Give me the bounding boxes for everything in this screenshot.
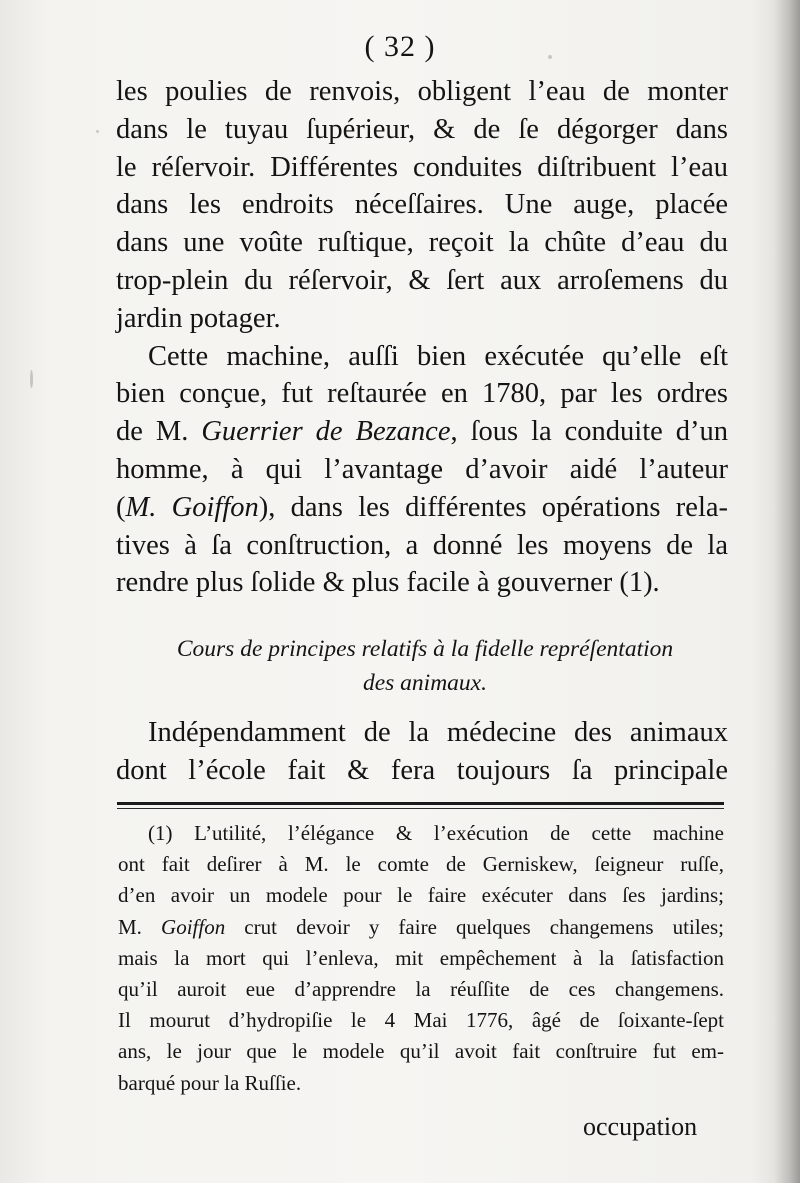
heading-line: Cours de principes relatifs à la fidelle repréſentation <box>176 636 674 662</box>
footnote-line: ont fait deſirer à M. le comte de Gerniskew, ſeigneur ruſſe, <box>118 852 724 877</box>
ink-speck <box>96 130 99 133</box>
footnote-line: M. Goiffon crut devoir y faire quelques changemens utiles; <box>118 914 724 939</box>
body-text-top <box>116 73 728 602</box>
text-line: les poulies de renvois, obligent l’eau de monter <box>116 76 728 107</box>
paragraph-start-line: Cette machine, auſſi bien exécutée qu’elle eſt <box>148 340 728 372</box>
footnote-line: d’en avoir un modele pour le faire exécuter dans ſes jardins; <box>118 883 724 908</box>
text-line: rendre plus ſolide & plus facile à gouverner (1). <box>116 567 660 599</box>
paragraph-start-line: Indépendamment de la médecine des animaux <box>148 717 728 748</box>
text-line: bien conçue, fut reſtaurée en 1780, par les ordres <box>116 378 728 410</box>
ink-speck <box>30 370 33 388</box>
page-edge-shadow <box>774 0 800 1183</box>
person-name: Goiffon <box>161 914 226 939</box>
text-line: jardin potager. <box>116 302 281 334</box>
person-name: Guerrier de Bezance <box>201 416 451 448</box>
section-heading <box>116 632 734 700</box>
footnote-line: Il mourut d’hydropiſie le 4 Mai 1776, âgé de ſoixante-ſept <box>118 1008 724 1033</box>
footnote-line: barqué pour la Ruſſie. <box>118 1070 302 1095</box>
footnote-line: qu’il auroit eue d’apprendre la réuſſite de ces changemens. <box>118 976 724 1001</box>
text-line: dont l’école fait & fera toujours ſa principale <box>116 754 728 786</box>
text-line: dans le tuyau ſupérieur, & de ſe dégorger dans <box>116 113 728 145</box>
heading-line: des animaux. <box>362 670 487 696</box>
footnote-line: (1) L’utilité, l’élégance & l’exécution de cette machine <box>148 821 724 845</box>
catchword: occupation <box>583 1112 698 1141</box>
body-text-bottom <box>116 714 728 790</box>
page-number: ( 32 ) <box>364 30 436 63</box>
text-line: tives à ſa conſtruction, a donné les moyens de la <box>116 529 728 561</box>
text-line: (M. Goiffon), dans les différentes opérations rela- <box>116 491 728 523</box>
text-line: de M. Guerrier de Bezance, ſous la conduite d’un <box>116 416 728 448</box>
person-name: M. Goiffon <box>125 491 259 523</box>
footnote <box>118 818 724 1099</box>
text-line: dans une voûte ruſtique, reçoit la chûte d’eau du <box>116 227 728 259</box>
text-line: trop-plein du réſervoir, & ſert aux arroſemens du <box>116 264 728 296</box>
footnote-rule <box>117 802 724 805</box>
text-line: homme, à qui l’avantage d’avoir aidé l’auteur <box>116 453 728 485</box>
footnote-rule-thin <box>117 808 724 809</box>
text-line: dans les endroits néceſſaires. Une auge, placée <box>116 189 728 221</box>
footnote-line: mais la mort qui l’enleva, mit empêchement à la ſatisfaction <box>118 945 724 970</box>
footnote-line: ans, le jour que le modele qu’il avoit fait conſtruire fut em- <box>118 1039 724 1064</box>
ink-speck <box>548 55 552 59</box>
text-line: le réſervoir. Différentes conduites diſtribuent l’eau <box>116 151 728 183</box>
